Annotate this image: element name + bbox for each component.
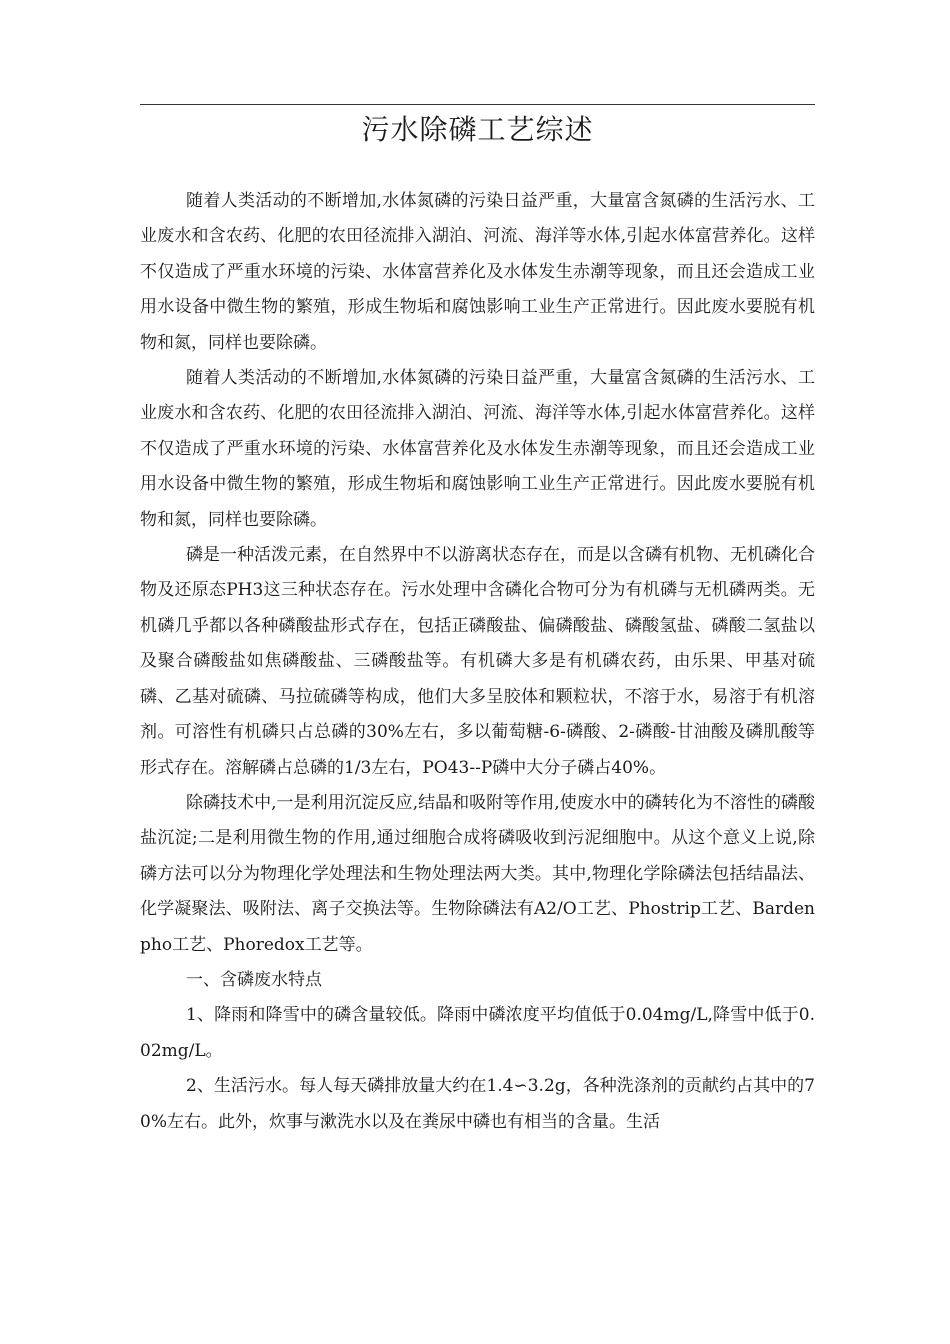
header-rule	[140, 104, 815, 105]
paragraph-intro-repeat: 随着人类活动的不断增加,水体氮磷的污染日益严重，大量富含氮磷的生活污水、工业废水和含农药、化肥的农田径流排入湖泊、河流、海洋等水体,引起水体富营养化。这样不仅造成了严重水环境的污染、水体富营养化及水体发生赤潮等现象，而且还会造成工业用水设备中微生物的繁殖，形成生物垢和腐蚀影响工业生产正常进行。因此废水要脱有机物和氮，同样也要除磷。	[140, 368, 815, 530]
paragraph-domestic-sewage: 2、生活污水。每人每天磷排放量大约在1.4∽3.2g，各种洗涤剂的贡献约占其中的70%左右。此外，炊事与漱洗水以及在粪尿中磷也有相当的含量。生活	[140, 1076, 816, 1132]
paragraph-precipitation: 1、降雨和降雪中的磷含量较低。降雨中磷浓度平均值低于0.04mg/L,降雪中低于0.02mg/L。	[140, 1005, 815, 1061]
document-title: 污水除磷工艺综述	[361, 113, 594, 146]
document-body	[140, 184, 815, 1140]
paragraph-removal-methods: 除磷技术中,一是利用沉淀反应,结晶和吸附等作用,使废水中的磷转化为不溶性的磷酸盐沉淀;二是利用微生物的作用,通过细胞合成将磷吸收到污泥细胞中。从这个意义上说,除磷方法可以分为物理化学处理法和生物处理法两大类。其中,物理化学除磷法包括结晶法、化学凝聚法、吸附法、离子交换法等。生物除磷法有A2/O工艺、Phostrip工艺、Bardenpho工艺、Phoredox工艺等。	[140, 792, 815, 955]
section-heading-wastewater-characteristics: 一、含磷废水特点	[186, 969, 322, 990]
paragraph-phosphorus-forms: 磷是一种活泼元素，在自然界中不以游离状态存在，而是以含磷有机物、无机磷化合物及还原态PH3这三种状态存在。污水处理中含磷化合物可分为有机磷与无机磷两类。无机磷几乎都以各种磷酸盐形式存在，包括正磷酸盐、偏磷酸盐、磷酸氢盐、磷酸二氢盐以及聚合磷酸盐如焦磷酸盐、三磷酸盐等。有机磷大多是有机磷农药，由乐果、甲基对硫磷、乙基对硫磷、马拉硫磷等构成，他们大多呈胶体和颗粒状，不溶于水，易溶于有机溶剂。可溶性有机磷只占总磷的30%左右，多以葡萄糖-6-磷酸、2-磷酸-甘油酸及磷肌酸等形式存在。溶解磷占总磷的1/3左右，PO43--P磷中大分子磷占40%。	[140, 545, 815, 778]
paragraph-intro: 随着人类活动的不断增加,水体氮磷的污染日益严重，大量富含氮磷的生活污水、工业废水和含农药、化肥的农田径流排入湖泊、河流、海洋等水体,引起水体富营养化。这样不仅造成了严重水环境的污染、水体富营养化及水体发生赤潮等现象，而且还会造成工业用水设备中微生物的繁殖，形成生物垢和腐蚀影响工业生产正常进行。因此废水要脱有机物和氮，同样也要除磷。	[140, 191, 815, 353]
